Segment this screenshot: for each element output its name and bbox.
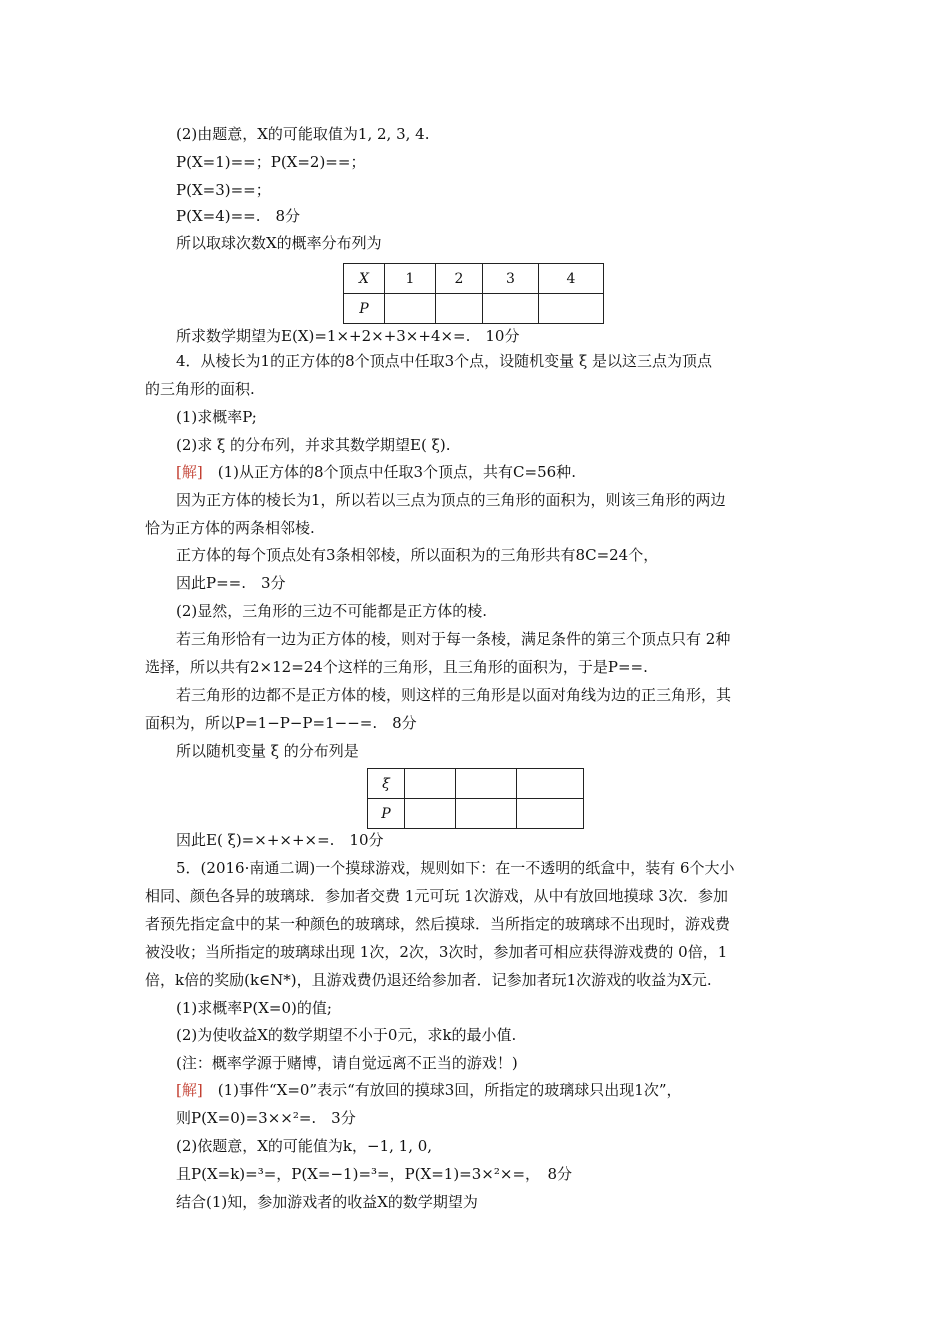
table-cell: X [344,264,385,294]
text-line [176,462,576,482]
text-line: 若三角形恰有一边为正方体的棱，则对于每一条棱，满足条件的第三个顶点只有 2种 [176,630,731,648]
table-cell [405,769,456,799]
text-line: (2)由题意，X的可能取值为1, 2, 3, 4. [176,125,430,143]
table-cell: 1 [385,264,436,294]
text-line: P(X=1)==；P(X=2)==； [176,153,366,171]
table-cell [456,769,517,799]
table-cell: P [368,799,405,829]
text-span: (1)从正方体的8个顶点中任取3个顶点，共有C=56种. [202,463,576,481]
text-line: 则P(X=0)=3××²=. 3分 [176,1109,356,1127]
text-line: (1)求概率P(X=0)的值; [176,999,332,1017]
text-line: 若三角形的边都不是正方体的棱，则这样的三角形是以面对角线为边的正三角形，其 [176,686,732,704]
text-line: (2)为使收益X的数学期望不小于0元，求k的最小值. [176,1026,517,1044]
text-line: 面积为，所以P=1−P−P=1−−=. 8分 [145,714,417,732]
text-line: 因为正方体的棱长为1，所以若以三点为顶点的三角形的面积为，则该三角形的两边 [176,491,726,509]
text-line: (1)求概率P; [176,408,257,426]
text-line: (2)求 ξ 的分布列，并求其数学期望E( ξ). [176,436,451,454]
table-cell: ξ [368,769,405,799]
text-line: (2)依题意，X的可能值为k，−1, 1, 0, [176,1137,433,1155]
text-line: 正方体的每个顶点处有3条相邻棱，所以面积为的三角形共有8C=24个， [176,546,659,564]
text-line: 所以取球次数X的概率分布列为 [176,234,382,252]
text-line: (2)显然，三角形的三边不可能都是正方体的棱. [176,602,488,620]
distribution-table-x [343,263,604,324]
table-cell: 4 [539,264,604,294]
table-cell [517,769,584,799]
text-line: 所以随机变量 ξ 的分布列是 [176,742,359,760]
text-line: 5．(2016·南通二调)一个摸球游戏，规则如下：在一不透明的纸盒中，装有 6个大小 [176,859,735,877]
text-line: 因此P==. 3分 [176,574,286,592]
table-cell [385,294,436,324]
text-line: 4．从棱长为1的正方体的8个顶点中任取3个点，设随机变量 ξ 是以这三点为顶点 [176,352,712,370]
text-line: 恰为正方体的两条相邻棱. [145,519,315,537]
solution-tag: [解] [176,463,203,481]
table-cell [517,799,584,829]
table-cell [483,294,539,324]
text-line: 选择，所以共有2×12=24个这样的三角形，且三角形的面积为，于是P==. [145,658,648,676]
text-line: 相同、颜色各异的玻璃球．参加者交费 1元可玩 1次游戏，从中有放回地摸球 3次．参加 [145,887,728,905]
text-line [176,1080,682,1100]
table-cell [405,799,456,829]
text-line: 被没收；当所指定的玻璃球出现 1次，2次，3次时，参加者可相应获得游戏费的 0倍，1 [145,943,728,961]
text-line: P(X=3)==； [176,181,271,199]
solution-tag: [解] [176,1081,203,1099]
distribution-table-xi [367,768,584,829]
text-span: (1)事件“X=0”表示“有放回的摸球3回，所指定的玻璃球只出现1次”， [202,1081,682,1099]
text-line: (注：概率学源于赌博，请自觉远离不正当的游戏！) [176,1054,518,1072]
table-cell: 3 [483,264,539,294]
table-cell [456,799,517,829]
text-line: 因此E( ξ)=×+×+×=. 10分 [176,831,384,849]
text-line: 者预先指定盒中的某一种颜色的玻璃球，然后摸球．当所指定的玻璃球不出现时，游戏费 [145,915,731,933]
text-line: 结合(1)知，参加游戏者的收益X的数学期望为 [176,1193,478,1211]
text-line: 所求数学期望为E(X)=1×+2×+3×+4×=. 10分 [176,327,520,345]
text-line: 的三角形的面积. [145,380,255,398]
text-line: 且P(X=k)=³=，P(X=−1)=³=，P(X=1)=3×²×=， 8分 [176,1165,573,1183]
table-cell [539,294,604,324]
table-cell [436,294,483,324]
table-cell: P [344,294,385,324]
text-line: 倍，k倍的奖励(k∈N*)，且游戏费仍退还给参加者．记参加者玩1次游戏的收益为X元. [145,971,712,989]
text-line: P(X=4)==. 8分 [176,207,301,225]
table-cell: 2 [436,264,483,294]
